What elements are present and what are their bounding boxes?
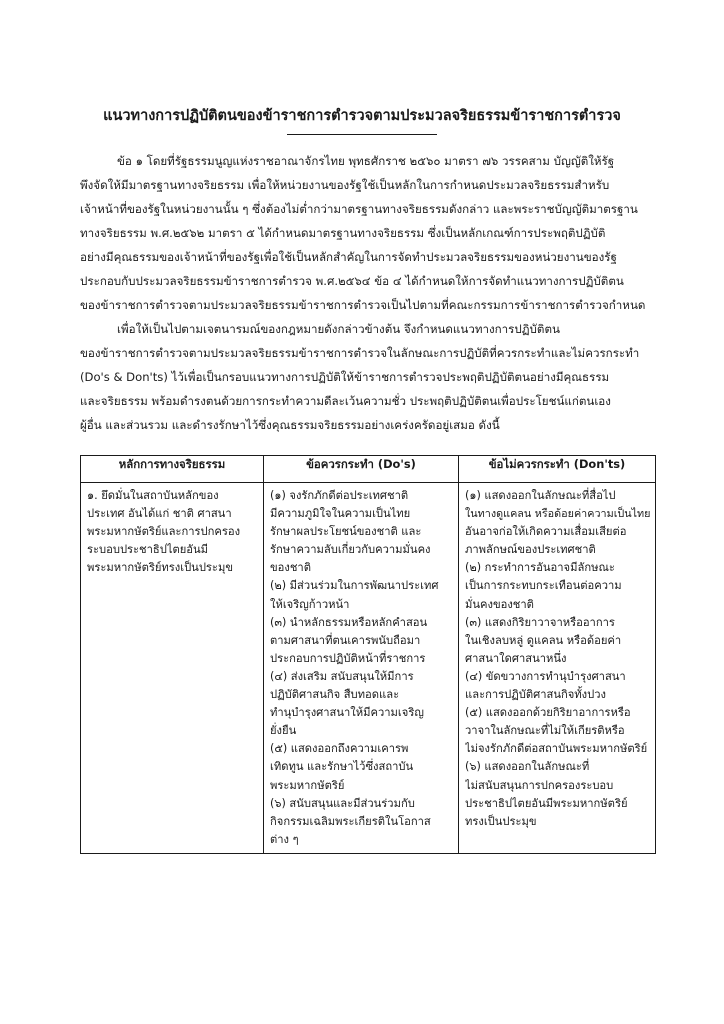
- paragraph-line: อย่างมีคุณธรรมของเจ้าหน้าที่ของรัฐเพื่อใช้เป็นหลักสำคัญในการจัดทำประมวลจริยธรรมของหน่วยงานของรัฐ: [80, 250, 617, 264]
- cell-line: (๑) จงรักภักดีต่อประเทศชาติ: [270, 489, 409, 502]
- dos-cell: [264, 483, 459, 854]
- cell-line: ไม่สนับสนุนการปกครองระบอบ: [465, 778, 614, 792]
- header-principle: หลักการทางจริยธรรม: [81, 456, 264, 483]
- header-donts: ข้อไม่ควรกระทำ (Don'ts): [459, 456, 656, 483]
- cell-line: เป็นการกระทบกระเทือนต่อความ: [465, 579, 622, 593]
- cell-line: (๓) แสดงกิริยาวาจาหรืออาการ: [465, 615, 615, 629]
- header-dos: ข้อควรกระทำ (Do's): [264, 456, 459, 483]
- cell-line: ทรงเป็นประมุข: [465, 814, 537, 828]
- cell-line: (๔) ส่งเสริม สนับสนุนให้มีการ: [270, 669, 414, 683]
- cell-line: พระมหากษัตริย์: [270, 778, 345, 792]
- ethics-table: [80, 455, 656, 854]
- principle-cell: [81, 483, 264, 854]
- cell-line: ประกอบการปฏิบัติหน้าที่ราชการ: [270, 651, 426, 665]
- cell-line: ประเทศ อันได้แก่ ชาติ ศาสนา: [87, 507, 232, 521]
- cell-line: ระบอบประชาธิปไตยอันมี: [87, 543, 209, 557]
- paragraph-line: ทางจริยธรรม พ.ศ.๒๕๖๒ มาตรา ๕ ได้กำหนดมาตรฐานทางจริยธรรม ซึ่งเป็นหลักเกณฑ์การประพฤติปฏิบัติ: [80, 226, 606, 240]
- cell-line: มีความภูมิใจในความเป็นไทย: [270, 507, 411, 521]
- cell-line: ประชาธิปไตยอันมีพระมหากษัตริย์: [465, 796, 628, 810]
- table-header-row: [81, 456, 656, 483]
- cell-line: (๖) แสดงออกในลักษณะที่: [465, 760, 590, 774]
- paragraph-line: (Do's & Don'ts) ไว้เพื่อเป็นกรอบแนวทางการปฏิบัติให้ข้าราชการตำรวจประพฤติปฏิบัติตนอย่างมีคุณธรรม: [80, 370, 610, 384]
- cell-line: ตามศาสนาที่ตนเคารพนับถือมา: [270, 633, 421, 647]
- paragraph-line: พึงจัดให้มีมาตรฐานทางจริยธรรม เพื่อให้หน่วยงานของรัฐใช้เป็นหลักในการกำหนดประมวลจริยธรรมสำหรับ: [80, 178, 610, 192]
- paragraph-line: เพื่อให้เป็นไปตามเจตนารมณ์ของกฎหมายดังกล่าวข้างต้น จึงกำหนดแนวทางการปฏิบัติตน: [117, 322, 560, 336]
- document-title: แนวทางการปฏิบัติตนของข้าราชการตำรวจตามประมวลจริยธรรมข้าราชการตำรวจ: [103, 108, 621, 124]
- cell-line: รักษาความลับเกี่ยวกับความมั่นคง: [270, 543, 431, 557]
- title-underline: [287, 134, 437, 135]
- cell-line: ภาพลักษณ์ของประเทศชาติ: [465, 543, 596, 557]
- paragraph-line: ของข้าราชการตำรวจตามประมวลจริยธรรมข้าราชการตำรวจในลักษณะการปฏิบัติที่ควรกระทำและไม่ควรกระทำ: [80, 346, 640, 360]
- cell-line: (๖) สนับสนุนและมีส่วนร่วมกับ: [270, 796, 415, 810]
- cell-line: (๕) แสดงออกด้วยกิริยาอาการหรือ: [465, 706, 631, 720]
- table-row: [81, 483, 656, 854]
- cell-line: และการปฏิบัติศาสนกิจทั้งปวง: [465, 688, 606, 702]
- cell-line: ในทางดูแคลน หรือด้อยค่าความเป็นไทย: [465, 507, 651, 521]
- cell-line: พระมหากษัตริย์ทรงเป็นประมุข: [87, 561, 233, 575]
- cell-line: (๑) แสดงออกในลักษณะที่สื่อไป: [465, 489, 616, 502]
- cell-line: ของชาติ: [270, 561, 311, 575]
- cell-line: ปฏิบัติศาสนกิจ สืบทอดและ: [270, 688, 400, 702]
- cell-line: (๒) กระทำการอันอาจมีลักษณะ: [465, 561, 615, 575]
- cell-line: อันอาจก่อให้เกิดความเสื่อมเสียต่อ: [465, 525, 627, 539]
- cell-line: (๔) ขัดขวางการทำนุบำรุงศาสนา: [465, 669, 626, 683]
- cell-line: ให้เจริญก้าวหน้า: [270, 597, 350, 611]
- cell-line: รักษาผลประโยชน์ของชาติ และ: [270, 525, 422, 539]
- paragraph-line: ของข้าราชการตำรวจตามประมวลจริยธรรมข้าราชการตำรวจเป็นไปตามที่คณะกรรมการข้าราชการตำรวจกำหนด: [80, 298, 646, 312]
- cell-line: มั่นคงของชาติ: [465, 597, 534, 611]
- paragraph-line: และจริยธรรม พร้อมดำรงตนด้วยการกระทำความดีละเว้นความชั่ว ประพฤติปฏิบัติตนเพื่อประโยชน์แก่ตนเอง: [80, 394, 611, 408]
- paragraph-line: ประกอบกับประมวลจริยธรรมข้าราชการตำรวจ พ.ศ.๒๕๖๔ ข้อ ๔ ได้กำหนดให้การจัดทำแนวทางการปฏิบัติตน: [80, 274, 624, 288]
- cell-line: เทิดทูน และรักษาไว้ซึ่งสถาบัน: [270, 760, 414, 774]
- cell-line: ทำนุบำรุงศาสนาให้มีความเจริญ: [270, 706, 424, 720]
- paragraph-line: ผู้อื่น และส่วนรวม และดำรงรักษาไว้ซึ่งคุณธรรมจริยธรรมอย่างเคร่งครัดอยู่เสมอ ดังนี้: [80, 418, 500, 432]
- cell-line: (๕) แสดงออกถึงความเคารพ: [270, 742, 409, 756]
- cell-line: พระมหากษัตริย์และการปกครอง: [87, 525, 241, 539]
- paragraph-line: เจ้าหน้าที่ของรัฐในหน่วยงานนั้น ๆ ซึ่งต้องไม่ต่ำกว่ามาตรฐานทางจริยธรรมดังกล่าว และพระราชบัญญัติมาตรฐาน: [80, 202, 638, 216]
- cell-line: ๑. ยึดมั่นในสถาบันหลักของ: [87, 489, 219, 502]
- cell-line: ต่าง ๆ: [270, 832, 299, 846]
- cell-line: (๓) นำหลักธรรมหรือหลักคำสอน: [270, 615, 428, 629]
- cell-line: วาจาในลักษณะที่ไม่ให้เกียรติหรือ: [465, 724, 625, 738]
- donts-cell: [459, 483, 656, 854]
- cell-line: (๒) มีส่วนร่วมในการพัฒนาประเทศ: [270, 579, 439, 593]
- cell-line: ในเชิงลบหลู่ ดูแคลน หรือด้อยค่า: [465, 633, 622, 647]
- cell-line: ไม่จงรักภักดีต่อสถาบันพระมหากษัตริย์: [465, 742, 648, 756]
- cell-line: ยั่งยืน: [270, 724, 297, 738]
- paragraph-line: ข้อ ๑ โดยที่รัฐธรรมนูญแห่งราชอาณาจักรไทย พุทธศักราช ๒๕๖๐ มาตรา ๗๖ วรรคสาม บัญญัติให้รัฐ: [117, 154, 615, 168]
- cell-line: กิจกรรมเฉลิมพระเกียรติในโอกาส: [270, 814, 431, 828]
- cell-line: ศาสนาใดศาสนาหนึ่ง: [465, 651, 567, 665]
